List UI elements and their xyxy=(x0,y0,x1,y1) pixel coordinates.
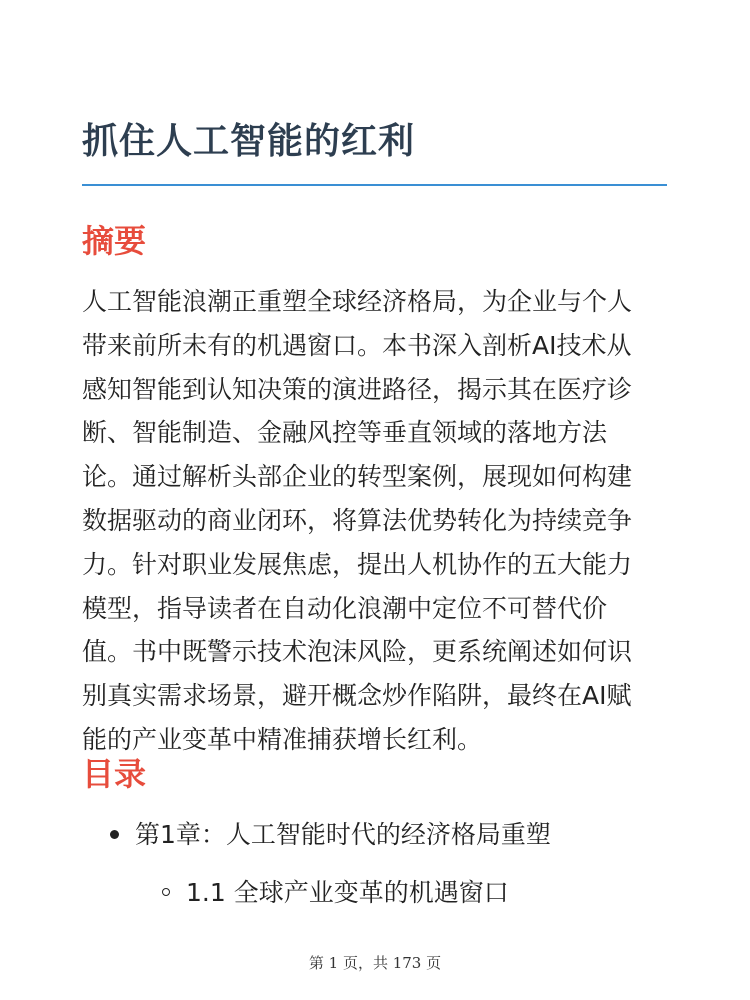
toc-chapter-label: 第1章：人工智能时代的经济格局重塑 xyxy=(135,820,551,849)
bullet-disc-icon xyxy=(110,830,119,839)
abstract-line: 感知智能到认知决策的演进路径，揭示其在医疗诊 xyxy=(82,374,633,404)
abstract-line: 数据驱动的商业闭环，将算法优势转化为持续竞争 xyxy=(82,505,633,535)
abstract-line: 值。书中既警示技术泡沫风险，更系统阐述如何识 xyxy=(82,637,633,667)
abstract-line: 人工智能浪潮正重塑全球经济格局，为企业与个人 xyxy=(82,287,633,316)
abstract-line: 别真实需求场景，避开概念炒作陷阱，最终在AI赋 xyxy=(82,681,632,711)
toc-section-item[interactable] xyxy=(162,873,509,913)
toc-section-label: 1.1 全球产业变革的机遇窗口 xyxy=(186,878,509,907)
abstract-line: 模型，指导读者在自动化浪潮中定位不可替代价 xyxy=(82,593,608,623)
toc-chapter-item[interactable] xyxy=(110,815,551,855)
abstract-line: 力。针对职业发展焦虑，提出人机协作的五大能力 xyxy=(82,549,633,579)
abstract-line: 能的产业变革中精准捕获增长红利。 xyxy=(82,724,483,754)
bullet-circle-icon xyxy=(162,888,170,896)
abstract-line: 断、智能制造、金融风控等垂直领域的落地方法 xyxy=(82,418,608,448)
abstract-line: 论。通过解析头部企业的转型案例，展现如何构建 xyxy=(82,462,633,492)
abstract-paragraph xyxy=(82,280,672,762)
title-divider xyxy=(82,184,667,186)
toc-heading: 目录 xyxy=(82,755,147,793)
page-footer: 第 1 页，共 173 页 xyxy=(308,954,442,972)
abstract-line: 带来前所未有的机遇窗口。本书深入剖析AI技术从 xyxy=(82,330,632,360)
abstract-heading: 摘要 xyxy=(82,222,147,260)
document-title: 抓住人工智能的红利 xyxy=(82,121,416,162)
